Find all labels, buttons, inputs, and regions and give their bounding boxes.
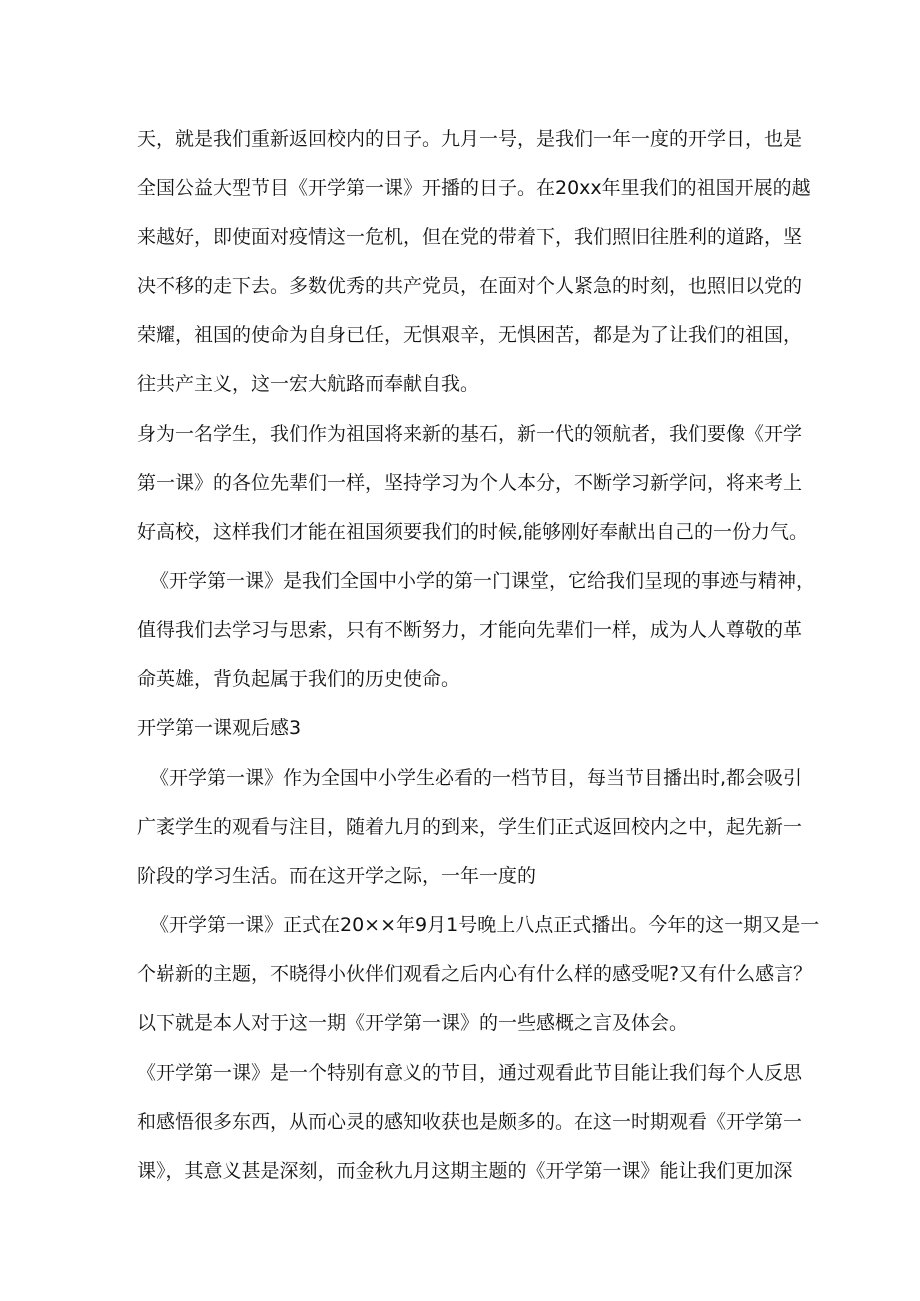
paragraph-line: 以下就是本人对于这一期《开学第一课》的一些感概之言及体会。 [137,1012,689,1034]
paragraph-line: 来越好，即使面对疫情这一危机，但在党的带着下，我们照旧往胜利的道路，坚 [137,226,803,248]
paragraph-line: 课》，其意义甚是深刻，而金秋九月这期主题的《开学第一课》能让我们更加深 [137,1160,793,1182]
paragraph-line: 往共产主义，这一宏大航路而奉献自我。 [137,373,480,395]
paragraph-line: 命英雄，背负起属于我们的历史使命。 [137,668,461,690]
paragraph-line: 第一课》的各位先辈们一样，坚持学习为个人本分，不断学习新学问，将来考上 [137,472,803,494]
paragraph-line: 广袤学生的观看与注目，随着九月的到来，学生们正式返回校内之中，起先新一 [137,816,803,838]
section-heading: 开学第一课观后感3 [137,717,302,739]
paragraph-line: 值得我们去学习与思索，只有不断努力，才能向先辈们一样，成为人人尊敬的革 [137,619,803,641]
paragraph-line: 好高校，这样我们才能在祖国须要我们的时候,能够刚好奉献出自己的一份力气。 [137,521,809,543]
paragraph-line: 和感悟很多东西，从而心灵的感知收获也是颇多的。在这一时期观看《开学第一 [137,1111,803,1133]
paragraph-line: 《开学第一课》作为全国中小学生必看的一档节目，每当节目播出时,都会吸引 [150,767,803,789]
paragraph-line: 《开学第一课》是我们全国中小学的第一门课堂，它给我们呈现的事迹与精神， [150,570,816,592]
paragraph-line: 个崭新的主题，不晓得小伙伴们观看之后内心有什么样的感受呢?又有什么感言？ [137,963,813,985]
paragraph-line: 《开学第一课》正式在20××年9月1号晚上八点正式播出。今年的这一期又是一 [150,914,820,936]
paragraph-line: 荣耀，祖国的使命为自身已任，无惧艰辛，无惧困苦，都是为了让我们的祖国， [137,324,803,346]
paragraph-line: 决不移的走下去。多数优秀的共产党员，在面对个人紧急的时刻，也照旧以党的 [137,275,803,297]
paragraph-line: 阶段的学习生活。而在这开学之际，一年一度的 [137,865,537,887]
paragraph-line: 《开学第一课》是一个特别有意义的节目，通过观看此节目能让我们每个人反思 [137,1062,803,1084]
paragraph-line: 天，就是我们重新返回校内的日子。九月一号，是我们一年一度的开学日，也是 [137,128,803,150]
paragraph-line: 全国公益大型节目《开学第一课》开播的日子。在20xx年里我们的祖国开展的越 [137,177,811,199]
paragraph-line: 身为一名学生，我们作为祖国将来新的基石，新一代的领航者，我们要像《开学 [137,423,803,445]
